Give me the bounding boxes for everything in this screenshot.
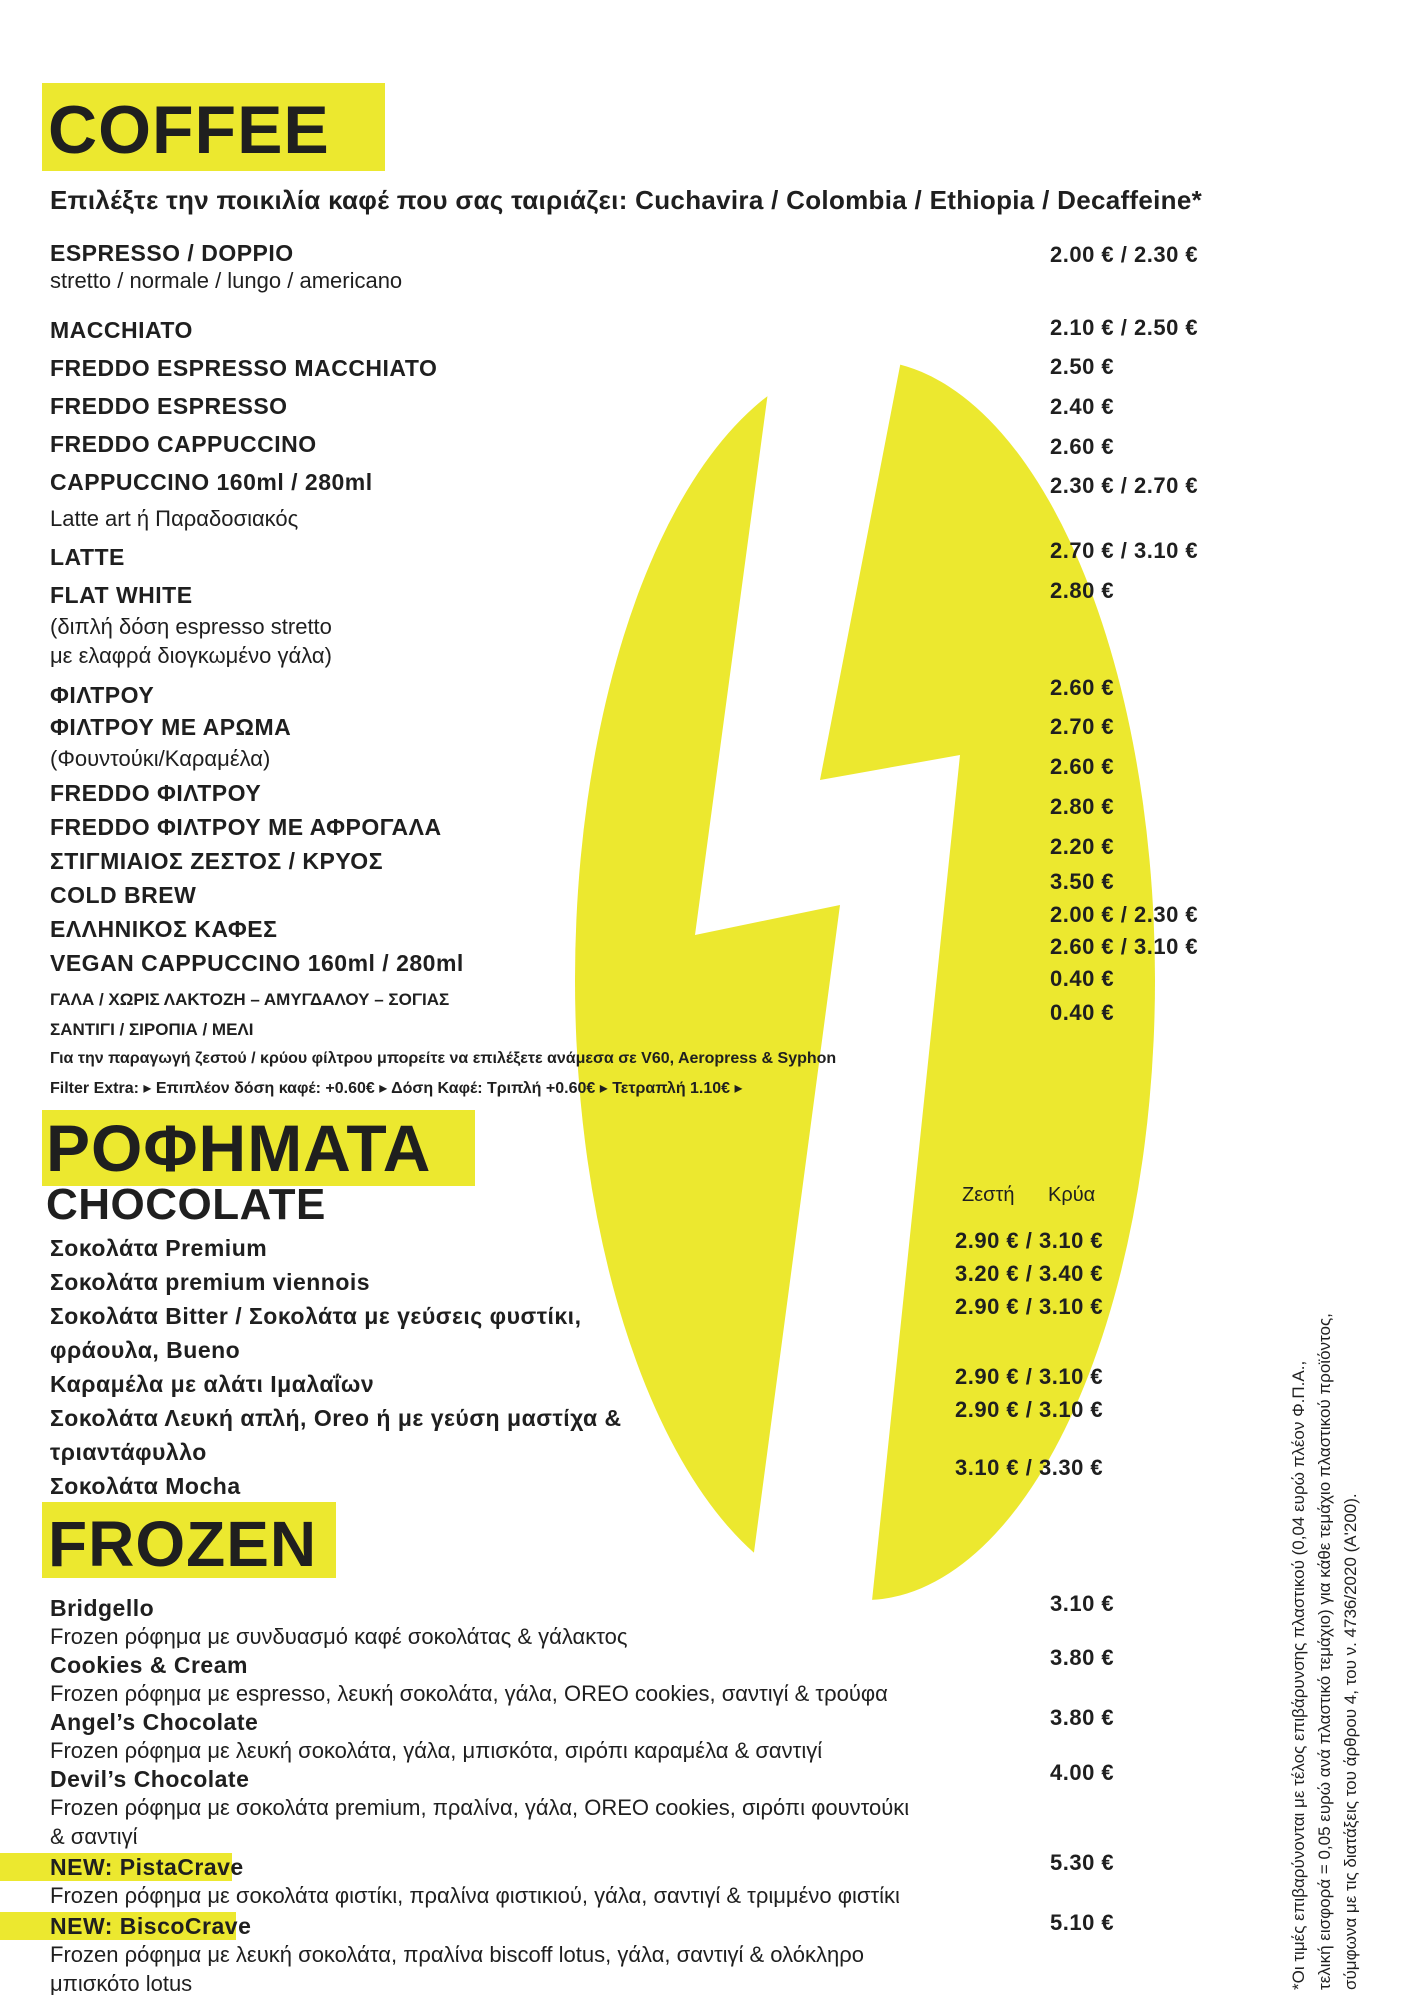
vegan-cappuccino-name: VEGAN CAPPUCCINO 160ml / 280ml <box>50 950 464 976</box>
filtrou-name: ΦΙΛΤΡΟΥ <box>50 682 155 708</box>
espresso-desc: stretto / normale / lungo / americano <box>50 268 403 293</box>
mocha-name: Σοκολάτα Mocha <box>50 1473 241 1499</box>
filtrou-aroma-desc: (Φουντούκι/Καραμέλα) <box>50 746 271 771</box>
freddo-cappuccino-name: FREDDO CAPPUCCINO <box>50 431 317 457</box>
cappuccino-name: CAPPUCCINO 160ml / 280ml <box>50 469 373 495</box>
freddo-espresso-name: FREDDO ESPRESSO <box>50 393 288 419</box>
espresso-price: 2.00 € / 2.30 € <box>1050 242 1199 267</box>
bisco-desc-1: Frozen ρόφημα με λευκή σοκολάτα, πραλίνα biscoff lotus, γάλα, σαντιγί & ολόκληρο <box>50 1942 865 1967</box>
pista-desc: Frozen ρόφημα με σοκολάτα φιστίκι, πραλίνα φιστικιού, γάλα, σαντιγί & τριμμένο φιστίκι <box>50 1883 900 1908</box>
ellinikos-price: 2.00 € / 2.30 € <box>1050 902 1199 927</box>
macchiato-name: MACCHIATO <box>50 317 193 343</box>
bridgello-price: 3.10 € <box>1050 1591 1115 1616</box>
pista-name: NEW: PistaCrave <box>50 1854 244 1880</box>
pista-price: 5.30 € <box>1050 1850 1115 1875</box>
flat-white-name: FLAT WHITE <box>50 582 193 608</box>
lefki-price: 2.90 € / 3.10 € <box>955 1397 1104 1422</box>
rofimata-title: ΡΟΦΗΜΑΤΑ <box>46 1111 432 1185</box>
freddo-filtrou-afrogala-price: 2.80 € <box>1050 794 1115 819</box>
bisco-price: 5.10 € <box>1050 1910 1115 1935</box>
cookies-desc: Frozen ρόφημα με espresso, λευκή σοκολάτα, γάλα, OREO cookies, σαντιγί & τρούφα <box>50 1681 888 1706</box>
filter-methods-note: Για την παραγωγή ζεστού / κρύου φίλτρου μπορείτε να επιλέξετε ανάμεσα σε V60, Aeropress & Syphon <box>50 1050 837 1067</box>
plastic-fee-note-line-2: τελική εισφορά = 0,05 ευρώ ανά πλαστικό τεμάχιο) για κάθε τεμάχιο πλαστικού προϊόντος, <box>1315 1313 1334 1990</box>
santigi-name: ΣΑΝΤΙΓΙ / ΣΙΡΟΠΙΑ / ΜΕΛΙ <box>50 1020 254 1039</box>
bitter-price: 2.90 € / 3.10 € <box>955 1294 1104 1319</box>
gala-price: 0.40 € <box>1050 966 1115 991</box>
flat-white-price: 2.80 € <box>1050 578 1115 603</box>
bisco-desc-2: μπισκότο lotus <box>50 1971 193 1996</box>
filtrou-price: 2.60 € <box>1050 675 1115 700</box>
cappuccino-desc: Latte art ή Παραδοσιακός <box>50 506 299 531</box>
stigmiaios-name: ΣΤΙΓΜΙΑΙΟΣ ΖΕΣΤΟΣ / ΚΡΥΟΣ <box>50 848 383 874</box>
bridgello-name: Bridgello <box>50 1595 155 1621</box>
filtrou-aroma-name: ΦΙΛΤΡΟΥ ΜΕ ΑΡΩΜΑ <box>50 714 292 740</box>
freddo-espresso-macchiato-price: 2.50 € <box>1050 354 1115 379</box>
karamela-price: 2.90 € / 3.10 € <box>955 1364 1104 1389</box>
devils-desc-1: Frozen ρόφημα με σοκολάτα premium, πραλίνα, γάλα, OREO cookies, σιρόπι φουντούκι <box>50 1795 910 1820</box>
angels-desc: Frozen ρόφημα με λευκή σοκολάτα, γάλα, μπισκότα, σιρόπι καραμέλα & σαντιγί <box>50 1738 823 1763</box>
bitter-name-1: Σοκολάτα Bitter / Σοκολάτα με γεύσεις φυστίκι, <box>50 1303 582 1329</box>
viennois-name: Σοκολάτα premium viennois <box>50 1269 371 1295</box>
column-hot-label: Ζεστή <box>962 1184 1015 1206</box>
santigi-price: 0.40 € <box>1050 1000 1115 1025</box>
ellinikos-name: ΕΛΛΗΝΙΚΟΣ ΚΑΦΕΣ <box>50 916 278 942</box>
devils-name: Devil’s Chocolate <box>50 1766 250 1792</box>
lefki-name-1: Σοκολάτα Λευκή απλή, Oreo ή με γεύση μαστίχα & <box>50 1405 622 1431</box>
macchiato-price: 2.10 € / 2.50 € <box>1050 315 1199 340</box>
cold-brew-price: 3.50 € <box>1050 869 1115 894</box>
angels-price: 3.80 € <box>1050 1705 1115 1730</box>
premium-name: Σοκολάτα Premium <box>50 1235 268 1261</box>
viennois-price: 3.20 € / 3.40 € <box>955 1261 1104 1286</box>
freddo-cappuccino-price: 2.60 € <box>1050 434 1115 459</box>
plastic-fee-note <box>1286 1070 1364 1990</box>
filtrou-aroma-price: 2.70 € <box>1050 714 1115 739</box>
angels-name: Angel’s Chocolate <box>50 1709 259 1735</box>
devils-price: 4.00 € <box>1050 1760 1115 1785</box>
column-cold-label: Κρύα <box>1048 1184 1096 1206</box>
coffee-title: COFFEE <box>48 92 330 168</box>
stigmiaios-price: 2.20 € <box>1050 834 1115 859</box>
freddo-filtrou-price: 2.60 € <box>1050 754 1115 779</box>
freddo-filtrou-name: FREDDO ΦΙΛΤΡΟΥ <box>50 780 262 806</box>
cookies-price: 3.80 € <box>1050 1645 1115 1670</box>
frozen-title: FROZEN <box>48 1508 318 1580</box>
flat-white-desc-1: (διπλή δόση espresso stretto <box>50 614 332 639</box>
latte-price: 2.70 € / 3.10 € <box>1050 538 1199 563</box>
karamela-name: Καραμέλα με αλάτι Ιμαλαΐων <box>50 1371 375 1397</box>
cookies-name: Cookies & Cream <box>50 1652 248 1678</box>
freddo-espresso-price: 2.40 € <box>1050 394 1115 419</box>
bisco-name: NEW: BiscoCrave <box>50 1913 252 1939</box>
plastic-fee-note-line-1: *Οι τιμές επιβαρύνονται με τέλος επιβάρυνσης πλαστικού (0,04 ευρώ πλέον Φ.Π.Α., <box>1289 1360 1308 1990</box>
mocha-price: 3.10 € / 3.30 € <box>955 1455 1104 1480</box>
chocolate-subtitle: CHOCOLATE <box>46 1180 326 1229</box>
freddo-filtrou-afrogala-name: FREDDO ΦΙΛΤΡΟΥ ΜΕ ΑΦΡΟΓΑΛΑ <box>50 814 442 840</box>
devils-desc-2: & σαντιγί <box>50 1824 138 1849</box>
freddo-espresso-macchiato-name: FREDDO ESPRESSO MACCHIATO <box>50 355 438 381</box>
gala-name: ΓΑΛΑ / ΧΩΡΙΣ ΛΑΚΤΟΖΗ – ΑΜΥΓΔΑΛΟΥ – ΣΟΓΙΑΣ <box>50 990 450 1009</box>
cappuccino-price: 2.30 € / 2.70 € <box>1050 473 1199 498</box>
plastic-fee-note-line-3: σύμφωνα με τις διατάξεις του άρθρου 4, του ν. 4736/2020 (Α'200). <box>1341 1493 1360 1990</box>
bridgello-desc: Frozen ρόφημα με συνδυασμό καφέ σοκολάτας & γάλακτος <box>50 1624 628 1649</box>
espresso-name: ESPRESSO / DOPPIO <box>50 240 294 266</box>
filter-extra-note: Filter Extra: ▸ Επιπλέον δόση καφέ: +0.60€ ▸ Δόση Καφέ: Τριπλή +0.60€ ▸ Τετραπλή 1.10€ ▸ <box>50 1080 743 1097</box>
cold-brew-name: COLD BREW <box>50 882 197 908</box>
premium-price: 2.90 € / 3.10 € <box>955 1228 1104 1253</box>
bitter-name-2: φράουλα, Bueno <box>50 1337 241 1363</box>
latte-name: LATTE <box>50 544 125 570</box>
lefki-name-2: τριαντάφυλλο <box>50 1439 207 1465</box>
vegan-cappuccino-price: 2.60 € / 3.10 € <box>1050 934 1199 959</box>
flat-white-desc-2: με ελαφρά διογκωμένο γάλα) <box>50 643 332 668</box>
coffee-subtitle: Επιλέξτε την ποικιλία καφέ που σας ταιριάζει: Cuchavira / Colombia / Ethiopia / Decaffeine* <box>50 185 1203 215</box>
